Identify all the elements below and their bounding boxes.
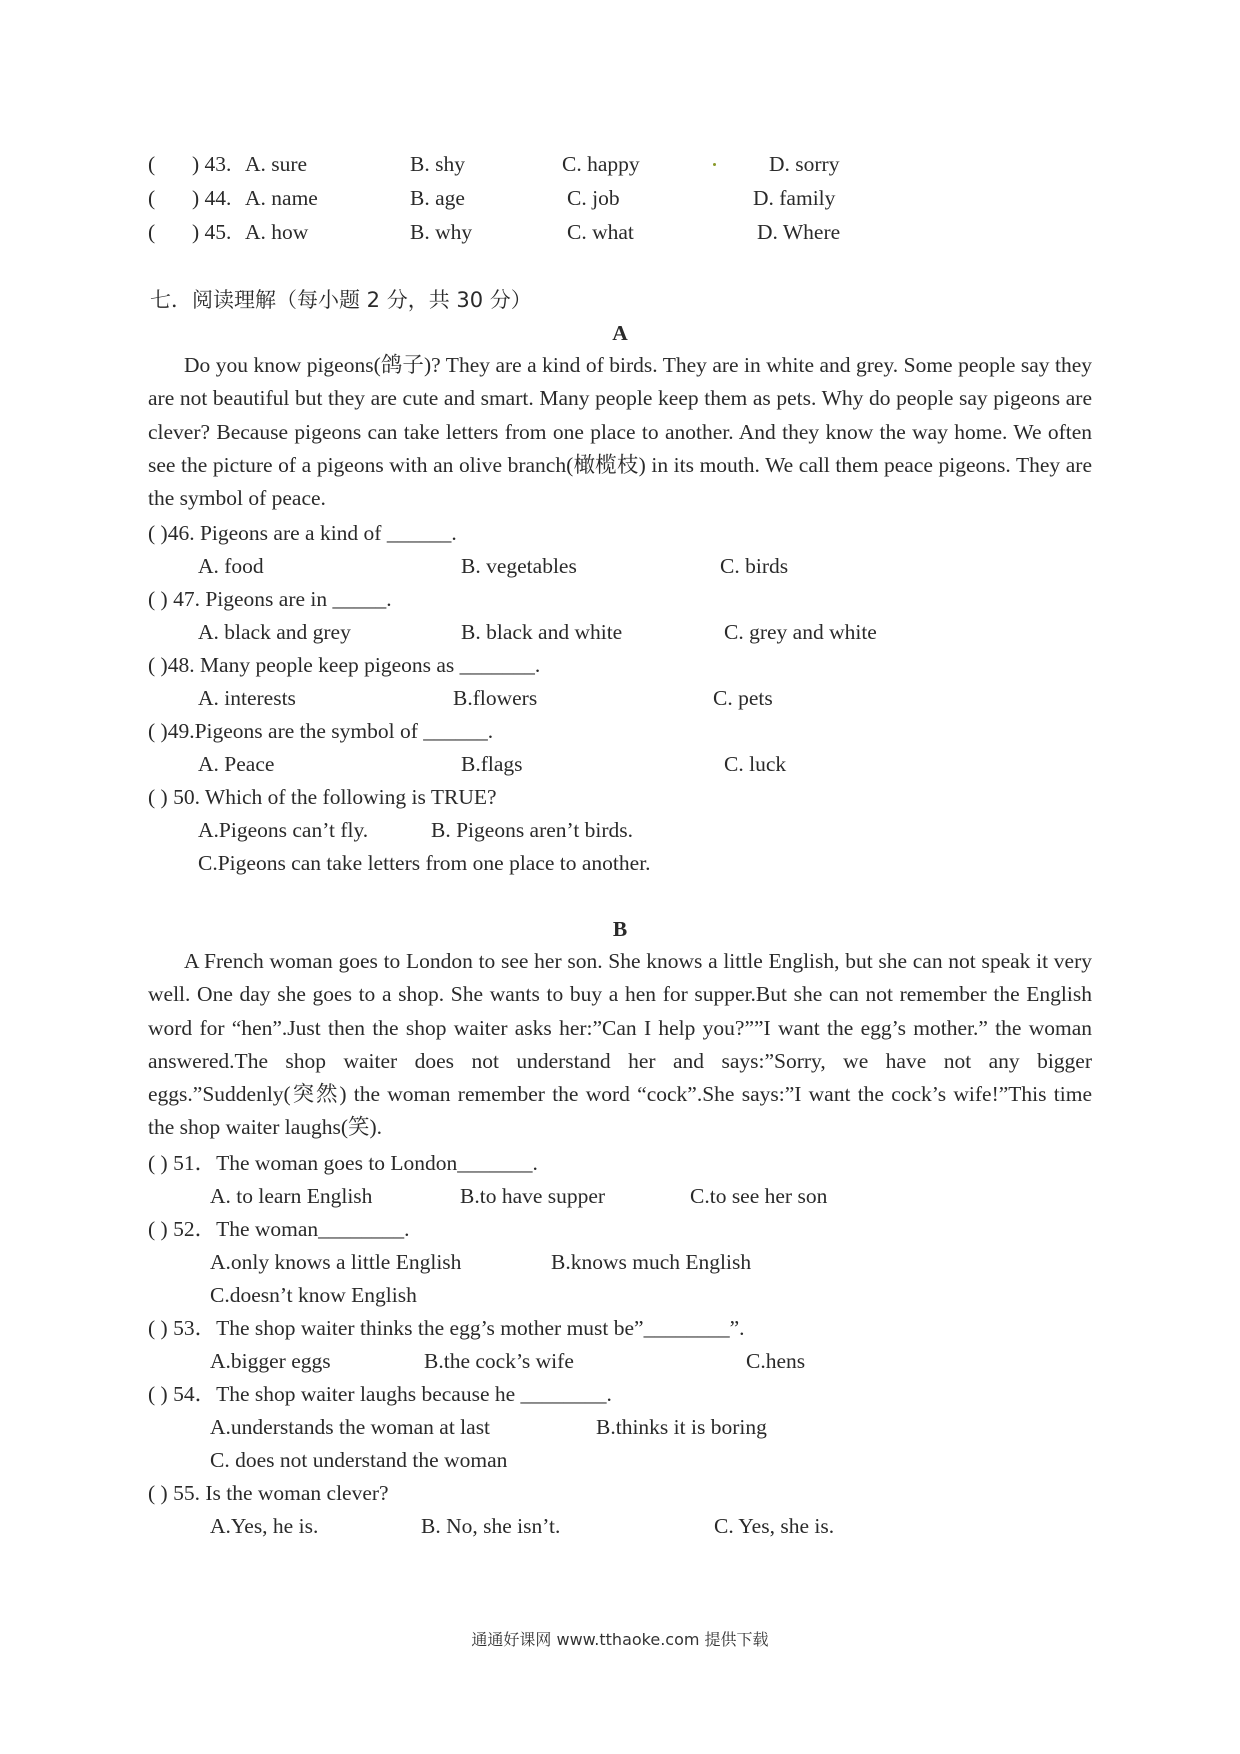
passage-a-text: Do you know pigeons(鸽子)? They are a kind of birds. They are in white and grey. Some people say they are not beautiful but they are cute and smart. Many people keep them as pets. Why do people say pigeons are clever? Because pigeons can take letters from one place to another. And they know the way home. We often see the picture of a pigeons with an olive branch(橄榄枝) in its mouth. We call them peace pigeons. They are the symbol of peace. — [148, 353, 1092, 511]
option-d: D. sorry — [769, 152, 840, 176]
option-b: B.flags — [461, 752, 523, 776]
option-c: C. job — [567, 186, 620, 210]
passage-a-heading: A — [612, 321, 628, 345]
option-c: C.to see her son — [690, 1184, 828, 1208]
question-stem: ( ) 51．The woman goes to London_______. — [148, 1151, 538, 1175]
option-a: A. name — [245, 186, 318, 210]
option-c: C.Pigeons can take letters from one place to another. — [198, 851, 651, 875]
passage-b-heading: B — [612, 917, 628, 941]
option-c: C. pets — [713, 686, 773, 710]
option-b: B. No, she isn’t. — [421, 1514, 561, 1538]
option-b: B.thinks it is boring — [596, 1415, 767, 1439]
option-a: A.Pigeons can’t fly. — [198, 818, 369, 842]
option-c: C. Yes, she is. — [714, 1514, 835, 1538]
option-b: B. age — [410, 186, 465, 210]
section-title: 七．阅读理解（每小题 2 分，共 30 分） — [150, 288, 532, 312]
option-c: C. grey and white — [724, 620, 877, 644]
question-stem: ( )49.Pigeons are the symbol of ______. — [148, 719, 494, 743]
passage-b-text: A French woman goes to London to see her son. She knows a little English, but she can not speak it very well. One day she goes to a shop. She wants to buy a hen for supper.But she can not remember the English word for “hen”.Just then the shop waiter asks her:”Can I help you?””I want the egg’s mother.” the woman answered.The shop waiter does not understand her and says:”Sorry, we have not any bigger eggs.”Suddenly(突然) the woman remember the word “cock”.She says:”I want the cock’s wife!”This time the shop waiter laughs(笑). — [148, 949, 1092, 1140]
option-a: A. sure — [245, 152, 308, 176]
option-a: A.bigger eggs — [210, 1349, 331, 1373]
option-b: B. why — [410, 220, 473, 244]
option-a: A. food — [198, 554, 264, 578]
question-stem: ( ) 53．The shop waiter thinks the egg’s mother must be”________”. — [148, 1316, 745, 1340]
option-a: A. to learn English — [210, 1184, 373, 1208]
question-number: ) 43. — [192, 152, 232, 176]
option-b: B.to have supper — [460, 1184, 606, 1208]
question-stem: ( ) 47. Pigeons are in _____. — [148, 587, 392, 611]
option-b: B. shy — [410, 152, 465, 176]
option-c: C. happy — [562, 152, 640, 176]
option-a: A. black and grey — [198, 620, 351, 644]
option-b: B.knows much English — [551, 1250, 752, 1274]
option-d: D. Where — [757, 220, 841, 244]
option-a: A.Yes, he is. — [210, 1514, 319, 1538]
page-footer: 通通好课网 www.tthaoke.com 提供下载 — [471, 1630, 769, 1649]
question-stem: ( ) 52．The woman________. — [148, 1217, 410, 1241]
option-c: C. what — [567, 220, 634, 244]
option-a: A.understands the woman at last — [210, 1415, 491, 1439]
stray-mark — [713, 163, 716, 166]
question-stem: ( ) 50. Which of the following is TRUE? — [148, 785, 497, 809]
option-c: C.hens — [746, 1349, 806, 1373]
option-a: A.only knows a little English — [210, 1250, 462, 1274]
answer-paren: ( — [148, 152, 156, 176]
option-b: B. black and white — [461, 620, 623, 644]
option-d: D. family — [753, 186, 836, 210]
question-stem: ( ) 55. Is the woman clever? — [148, 1481, 389, 1505]
option-b: B. Pigeons aren’t birds. — [431, 818, 634, 842]
option-c: C.doesn’t know English — [210, 1283, 417, 1307]
option-c: C. birds — [720, 554, 789, 578]
option-c: C. does not understand the woman — [210, 1448, 508, 1472]
option-b: B. vegetables — [461, 554, 577, 578]
option-b: B.flowers — [453, 686, 538, 710]
option-a: A. Peace — [198, 752, 275, 776]
answer-paren: ( — [148, 186, 156, 210]
question-number: ) 45. — [192, 220, 232, 244]
question-number: ) 44. — [192, 186, 232, 210]
question-stem: ( )46. Pigeons are a kind of ______. — [148, 521, 457, 545]
option-c: C. luck — [724, 752, 787, 776]
option-b: B.the cock’s wife — [424, 1349, 574, 1373]
option-a: A. how — [245, 220, 309, 244]
question-stem: ( )48. Many people keep pigeons as _______. — [148, 653, 541, 677]
question-stem: ( ) 54．The shop waiter laughs because he ________. — [148, 1382, 612, 1406]
answer-paren: ( — [148, 220, 156, 244]
option-a: A. interests — [198, 686, 296, 710]
